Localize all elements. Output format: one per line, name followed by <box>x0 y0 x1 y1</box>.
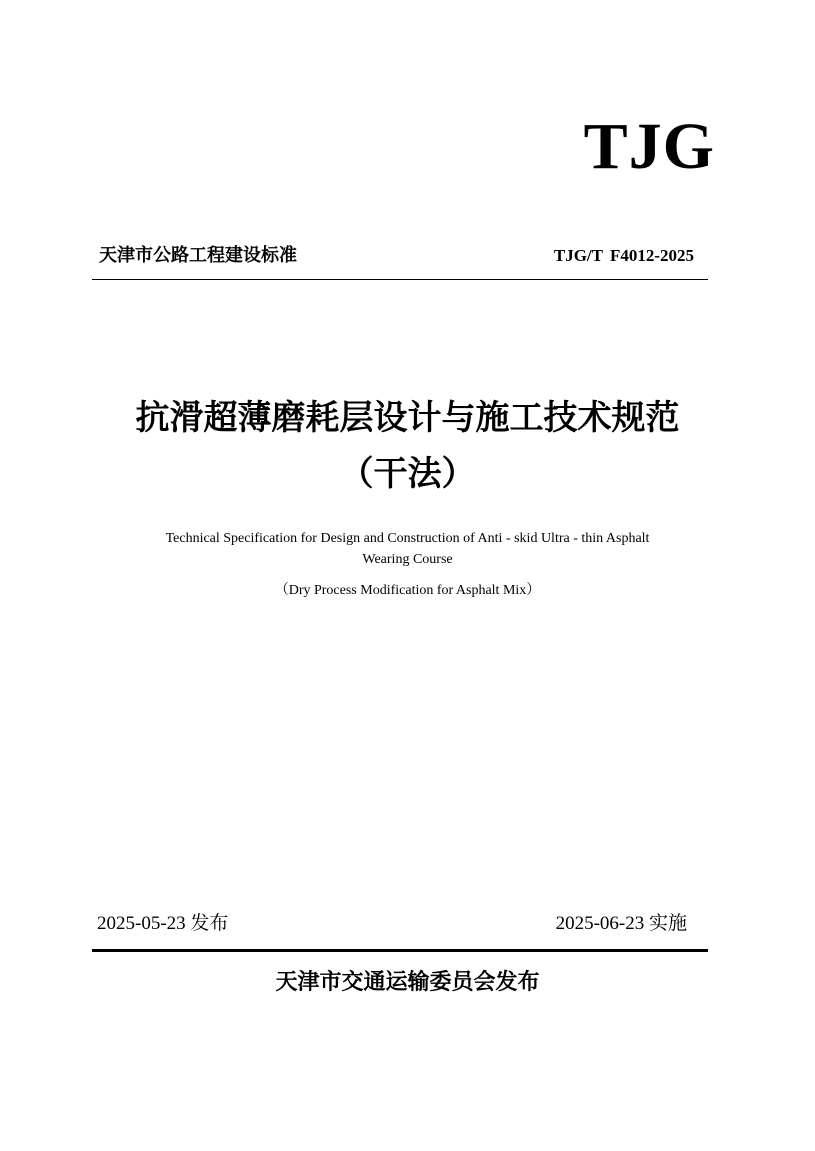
standard-code: TJG/T F4012-2025 <box>553 246 694 265</box>
document-title <box>0 390 815 502</box>
standard-category: 天津市公路工程建设标准 <box>99 245 297 266</box>
title-line-1: 抗滑超薄磨耗层设计与施工技术规范 <box>135 398 680 438</box>
header-divider <box>92 279 708 280</box>
publisher: 天津市交通运输委员会发布 <box>275 969 540 995</box>
title-line-2: （干法） <box>339 454 476 494</box>
brand-mark: TJG <box>583 110 715 183</box>
english-title-line-1: Technical Specification for Design and Construction of Anti - skid Ultra - thin Asphalt <box>165 531 650 546</box>
issue-date: 2025-05-23 发布 <box>97 913 229 934</box>
english-subtitle: （Dry Process Modification for Asphalt Mix） <box>274 583 541 598</box>
english-title-line-2: Wearing Course <box>362 552 453 567</box>
effective-date: 2025-06-23 实施 <box>555 913 687 934</box>
footer-divider <box>92 949 708 952</box>
english-title <box>0 528 815 601</box>
